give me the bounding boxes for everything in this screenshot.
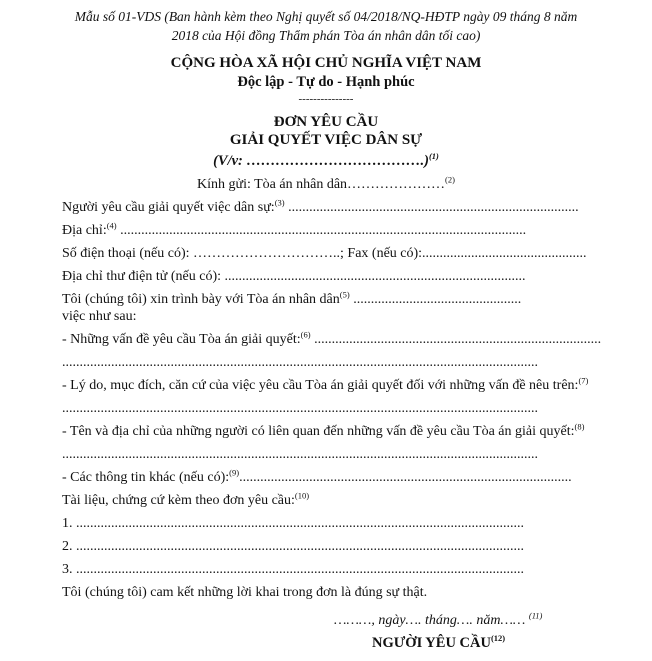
field-address: Địa chỉ:$^{(4)}$ .................................................................................................................... [62, 220, 527, 238]
section-reasons-line-2: ........................................................................................................................................ [62, 401, 538, 416]
field-email: Địa chỉ thư điện tử (nếu có): ...................................................................................... [62, 269, 526, 284]
commitment: Tôi (chúng tôi) cam kết những lời khai trong đơn là đúng sự thật. [62, 585, 428, 600]
header-note-line-1: Mẫu số 01-VDS (Ban hành kèm theo Nghị quyết số 04/2018/NQ-HĐTP ngày 09 tháng 8 năm [74, 9, 578, 24]
national-motto: Độc lập - Tự do - Hạnh phúc [237, 74, 415, 90]
field-phone-fax: Số điện thoại (nếu có): …………………………..; Fax (nếu có):............................................... [62, 246, 587, 261]
attachment-item: 1. ................................................................................................................................ [62, 516, 524, 531]
header-rule: --------------- [298, 93, 354, 105]
section-related-line-2: ........................................................................................................................................ [62, 447, 538, 462]
date-line: ………, ngày…. tháng…. năm…… $^{(11)}$ [334, 610, 543, 628]
form-title-line-2: GIẢI QUYẾT VIỆC DÂN SỰ [229, 132, 423, 148]
attachment-item: 2. ................................................................................................................................ [62, 539, 524, 554]
section-issues: - Những vấn đề yêu cầu Tòa án giải quyết:$^{(6)}$ .................................................................................. [62, 329, 602, 347]
form-title-line-1: ĐƠN YÊU CẦU [273, 114, 379, 130]
section-reasons: - Lý do, mục đích, căn cứ của việc yêu cầu Tòa án giải quyết đối với những vấn đề nêu trên:$^{(7)}$ [62, 375, 589, 393]
signer-title: NGƯỜI YÊU CẦU$^{(12)}$ [372, 633, 506, 651]
recipient: Kính gửi: Tòa án nhân dân…………………$^{(2)}$ [197, 174, 455, 192]
attachment-item: 3. ................................................................................................................................ [62, 562, 524, 577]
section-issues-line-2: ........................................................................................................................................ [62, 355, 538, 370]
field-present-continuation: việc như sau: [62, 309, 137, 324]
section-related: - Tên và địa chỉ của những người có liên quan đến những vấn đề yêu cầu Tòa án giải quyết:$^{(8)}$ [62, 421, 585, 439]
header-note-line-2: 2018 của Hội đồng Thẩm phán Tòa án nhân dân tối cao) [171, 28, 481, 43]
national-name: CỘNG HÒA XÃ HỘI CHỦ NGHĨA VIỆT NAM [170, 55, 482, 71]
field-present: Tôi (chúng tôi) xin trình bày với Tòa án nhân dân$^{(5)}$ ................................................ [62, 289, 522, 307]
form-subject: (V/v: ……………………………….)$^{(1)}$ [213, 151, 439, 169]
attachments-label: Tài liệu, chứng cứ kèm theo đơn yêu cầu:$^{(10)}$ [62, 490, 310, 508]
section-other: - Các thông tin khác (nếu có):$^{(9)}$............................................................................................... [62, 467, 572, 485]
field-requester: Người yêu cầu giải quyết việc dân sự:$^{(3)}$ ................................................................................... [62, 197, 579, 215]
